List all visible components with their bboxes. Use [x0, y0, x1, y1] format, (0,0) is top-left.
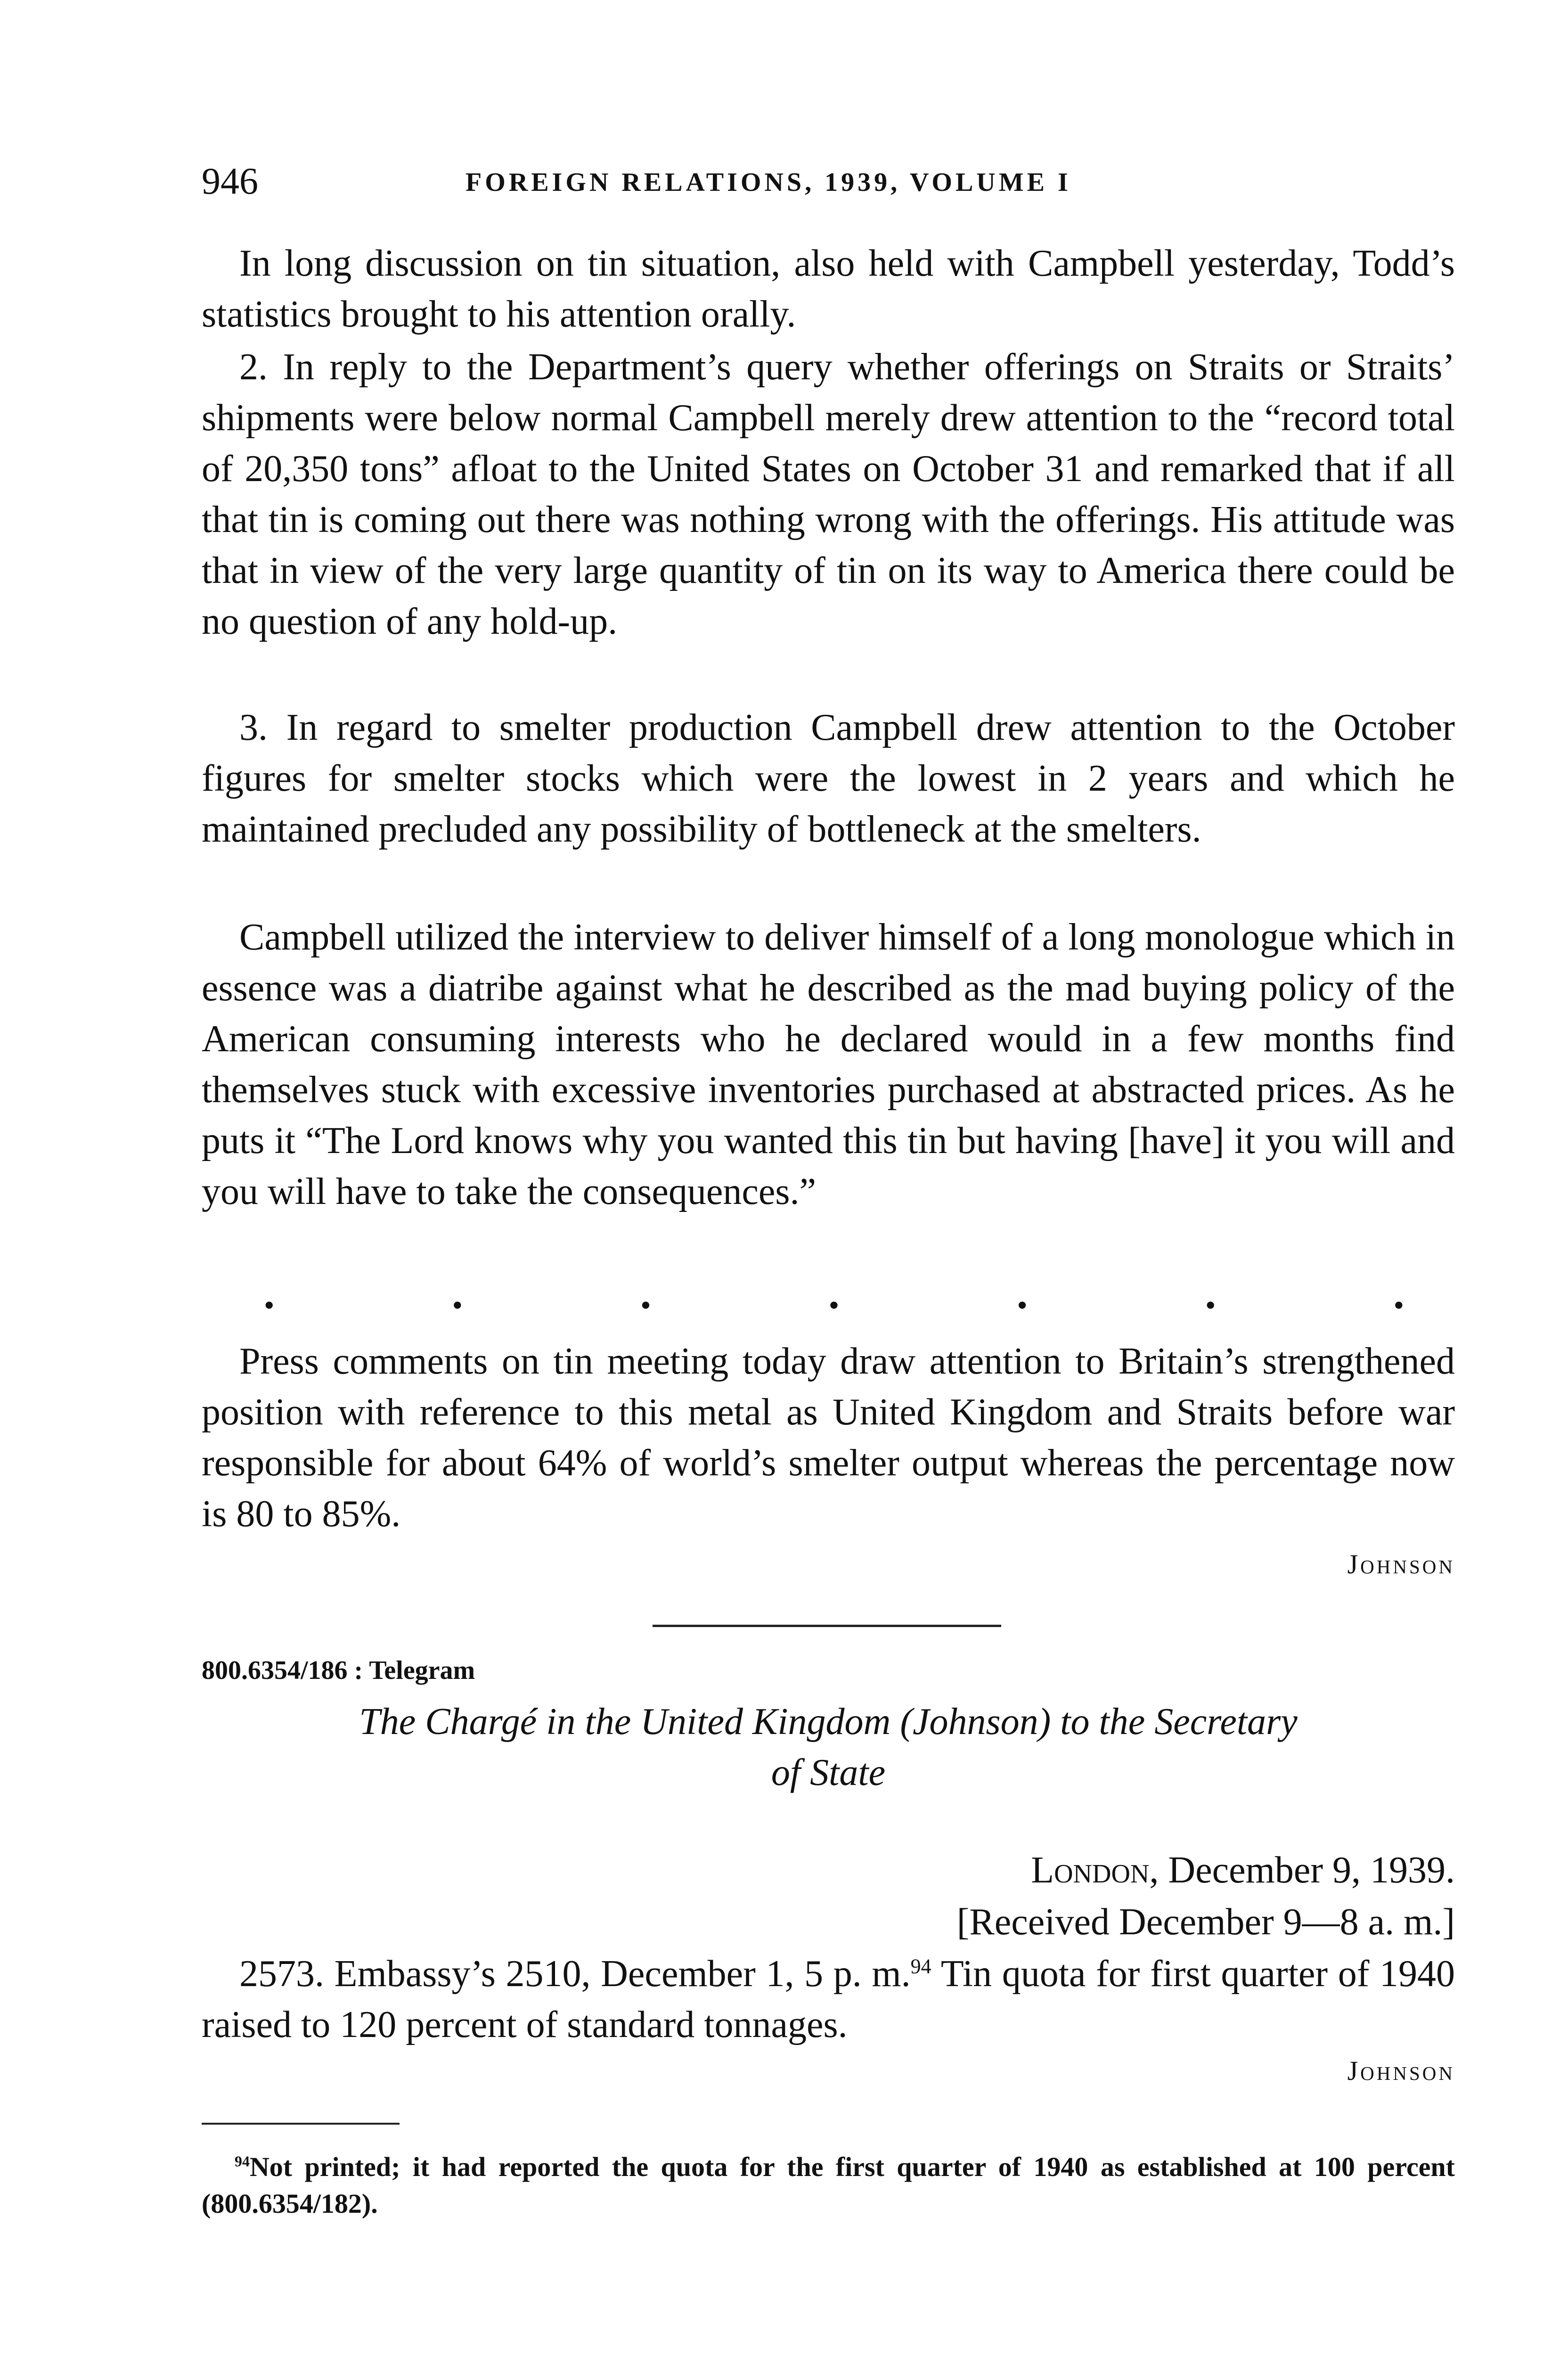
ellipsis-dot: •: [1393, 1288, 1404, 1322]
page-number: 946: [202, 161, 258, 202]
dateline-place: London,: [1031, 1849, 1159, 1891]
paragraph-2: 2. In reply to the Department’s query whether offerings on Straits or Straits’ shipments were below normal Campbell merely drew attention to the “record total of 20,350 tons” afloat to the United States on October 31 and remarked that if all that tin is coming out there was nothing wrong with the offerings. His attitude was that in view of the very large quantity of tin on its way to America there could be no question of any hold-up.: [202, 346, 1455, 642]
telegram-body-text-cont: Tin quota for first quarter of 1940 raised to 120 percent of standard tonnages.: [202, 1953, 1455, 2045]
paragraph-3: 3. In regard to smelter production Campbell drew attention to the October figures for smelter stocks which were the lowest in 2 years and which he maintained precluded any possibility of bottleneck at the smelters.: [202, 707, 1455, 850]
paragraph-1: In long discussion on tin situation, also held with Campbell yesterday, Todd’s statistics brought to his attention orally.: [202, 243, 1455, 335]
footnote-reference: 94: [910, 1955, 931, 1978]
section-divider: [653, 1625, 1001, 1627]
file-reference: 800.6354/186 : Telegram: [202, 1656, 475, 1685]
ellipsis-dot: •: [264, 1288, 275, 1322]
signature-johnson-2: Johnson: [1347, 2055, 1455, 2086]
received-line: [Received December 9—8 a. m.]: [956, 1901, 1455, 1943]
ellipsis-dot: •: [828, 1288, 840, 1322]
paragraph-4: Campbell utilized the interview to deliver himself of a long monologue which in essence was a diatribe against what he described as the mad buying policy of the American consuming interests who he declared would in a few months find themselves stuck with excessive inventories purchased at abstracted prices. As he puts it “The Lord knows why you wanted this tin but having [have] it you will and you will have to take the consequences.”: [202, 916, 1455, 1212]
ellipsis-dot: •: [1205, 1288, 1216, 1322]
paragraph-5: Press comments on tin meeting today draw attention to Britain’s strengthened position with reference to this metal as United Kingdom and Straits before war responsible for about 64% of world’s smelter output whereas the percentage now is 80 to 85%.: [202, 1341, 1455, 1535]
dateline: [1031, 1845, 1455, 1896]
document-title-line-2: of State: [771, 1752, 886, 1793]
footnote-rule: [202, 2123, 400, 2125]
document-title-line-1: The Chargé in the United Kingdom (Johnson) to the Secretary: [359, 1701, 1298, 1742]
footnote: [202, 2149, 1455, 2222]
telegram-body-text: 2573. Embassy’s 2510, December 1, 5 p. m.: [239, 1953, 911, 1995]
footnote-marker: 94: [235, 2153, 250, 2170]
ellipsis-dot: •: [1017, 1288, 1028, 1322]
ellipsis-dot: •: [640, 1288, 651, 1322]
ellipsis-dot: •: [452, 1288, 463, 1322]
ellipsis-row: [264, 1288, 1404, 1322]
telegram-body: [202, 1948, 1455, 2050]
running-title: FOREIGN RELATIONS, 1939, VOLUME I: [466, 168, 1071, 197]
signature-johnson: Johnson: [1347, 1549, 1455, 1579]
footnote-text: Not printed; it had reported the quota for the first quarter of 1940 as established at 100 percent (800.6354/182).: [202, 2151, 1455, 2219]
document-title: [202, 1696, 1455, 1798]
page-header: [202, 155, 1455, 207]
dateline-date: December 9, 1939.: [1168, 1849, 1455, 1891]
